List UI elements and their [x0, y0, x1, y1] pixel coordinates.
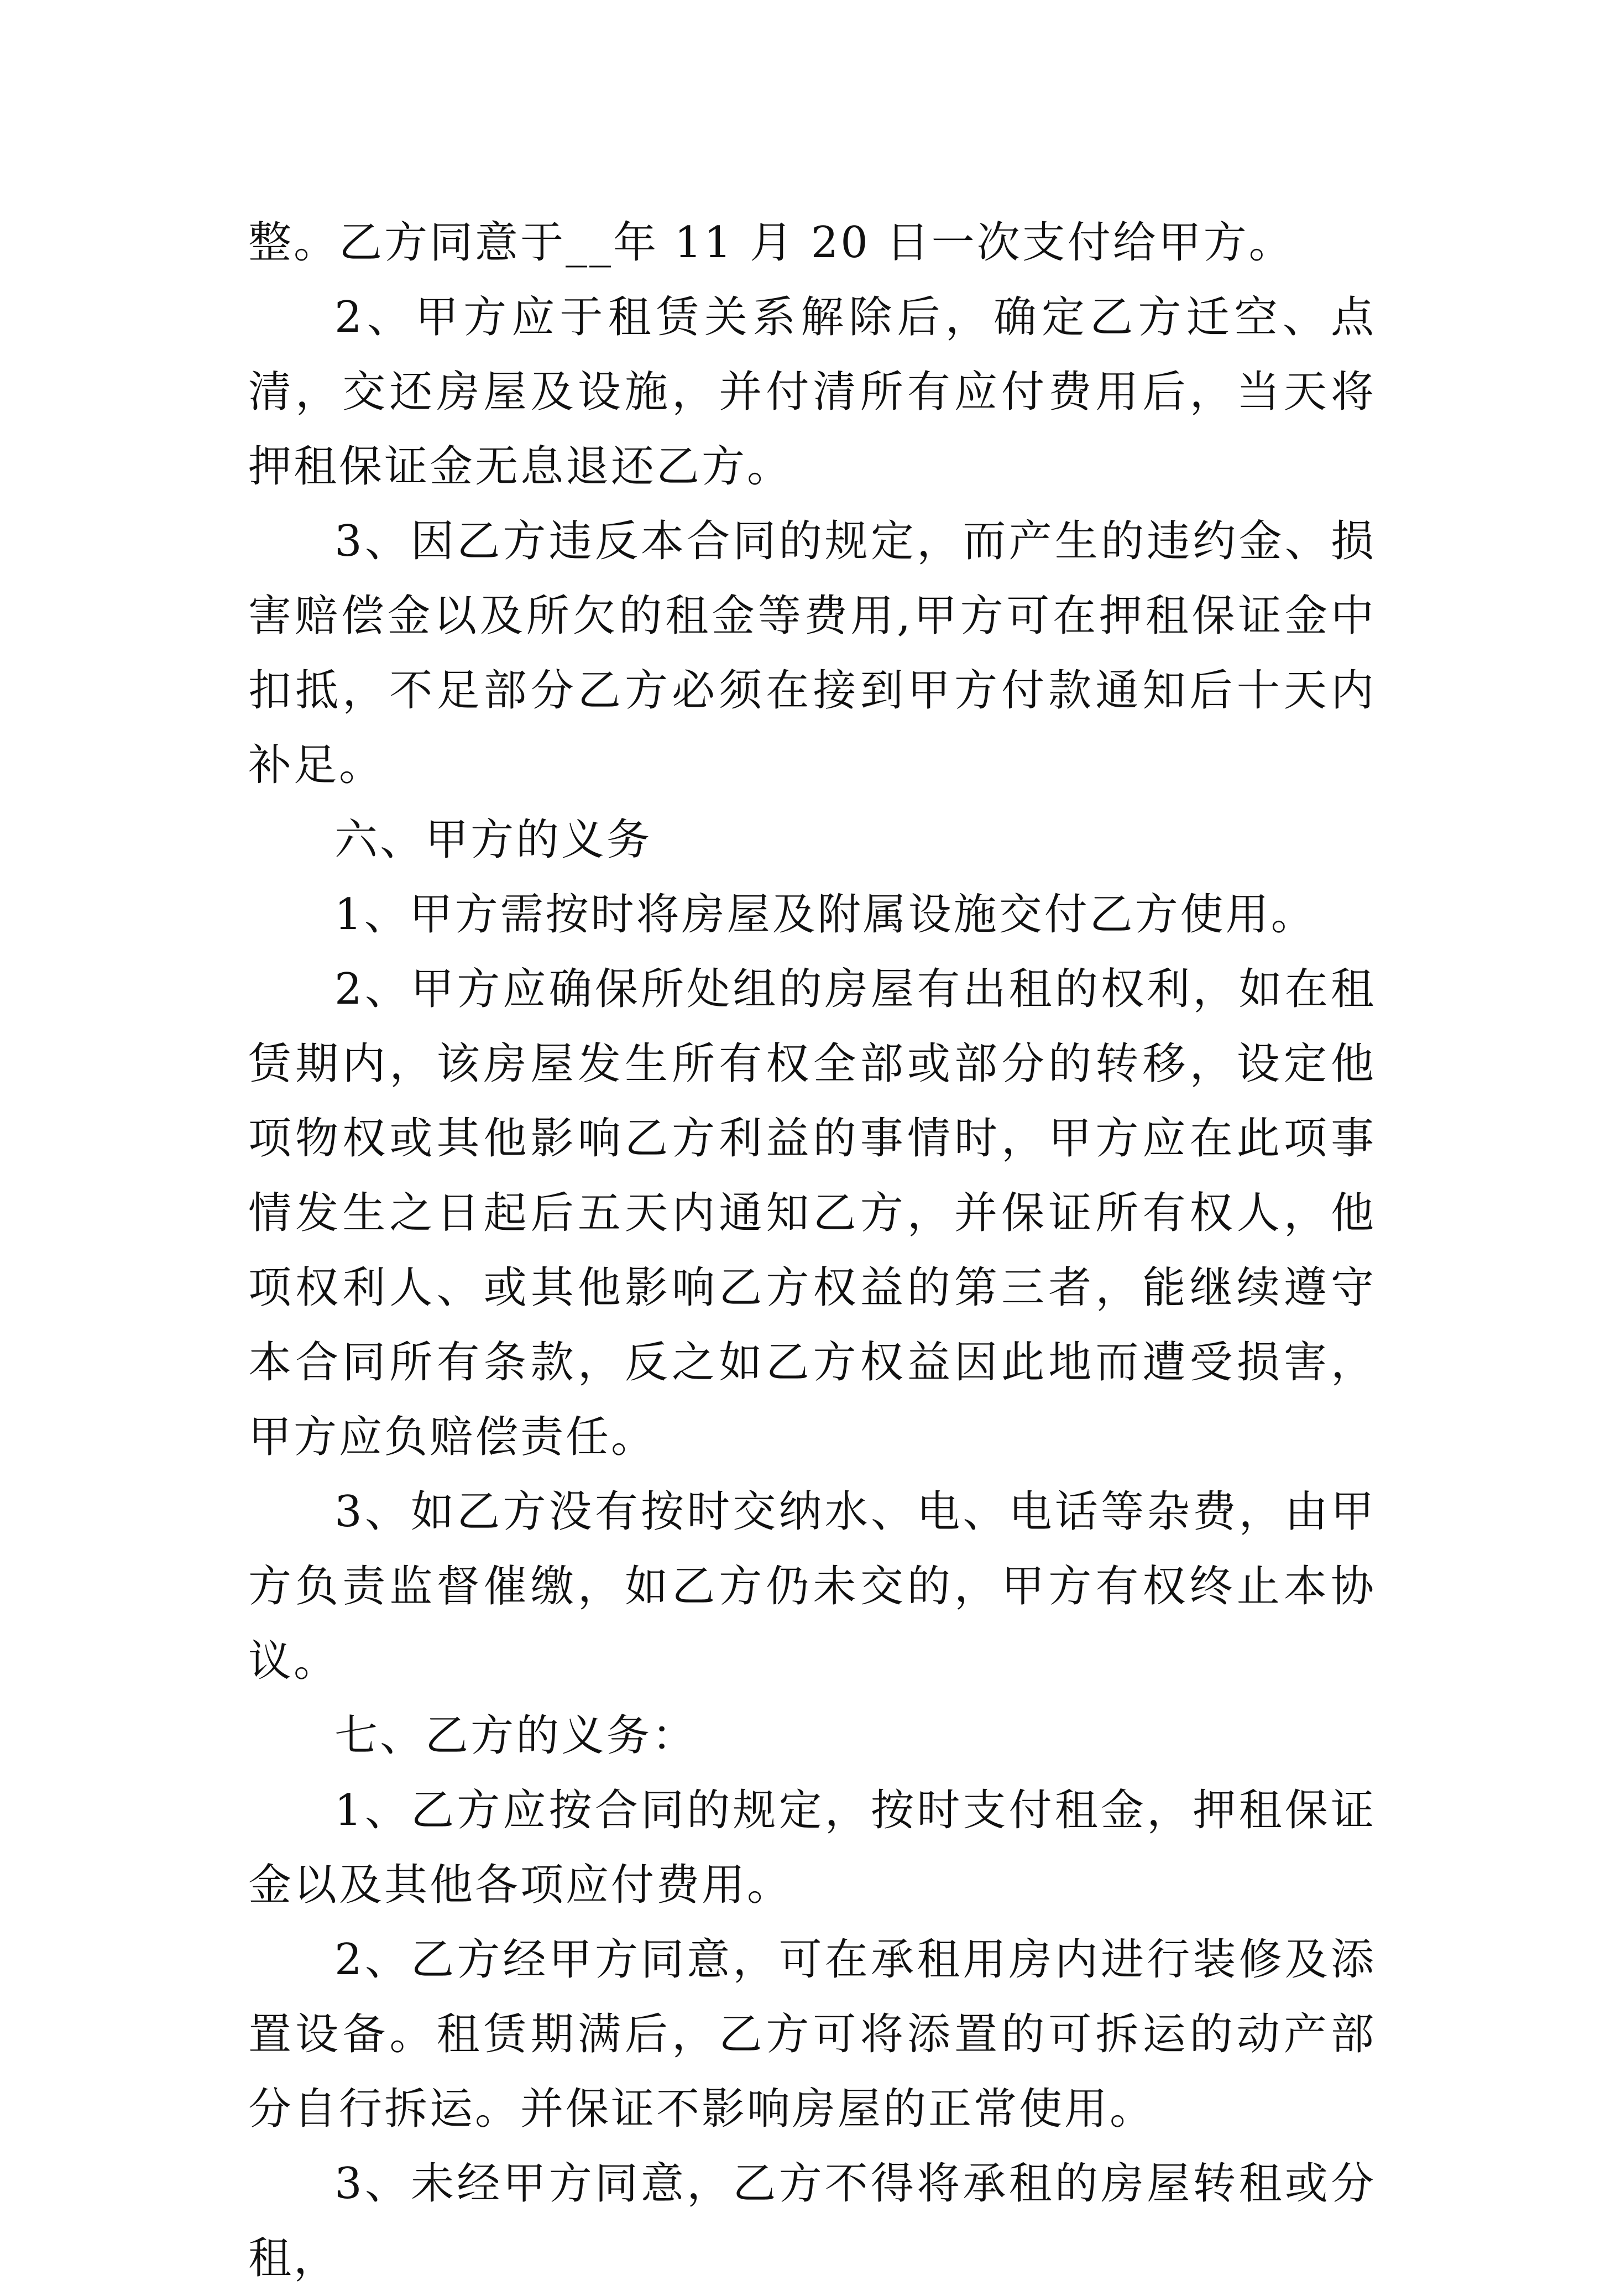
paragraph-party-a-obligation-1: 1、甲方需按时将房屋及附属设施交付乙方使用。: [334, 890, 1316, 940]
paragraph-deposit-deduction: 3、因乙方违反本合同的规定，而产生的违约金、损害赔偿金以及所欠的租金等费用,甲方可在押租保证金中扣抵，不足部分乙方必须在接到甲方付款通知后十天内补足。: [248, 516, 1376, 790]
paragraph-party-b-obligation-3: 3、未经甲方同意，乙方不得将承租的房屋转租或分租，: [248, 2159, 1376, 2283]
section-heading-party-a-obligations: 六、甲方的义务: [334, 815, 652, 865]
paragraph-party-a-obligation-3: 3、如乙方没有按时交纳水、电、电话等杂费，由甲方负责监督催缴，如乙方仍未交的，甲方有权终止本协议。: [248, 1487, 1376, 1686]
paragraph-party-a-obligation-2: 2、甲方应确保所处组的房屋有出租的权利，如在租赁期内，该房屋发生所有权全部或部分的转移，设定他项物权或其他影响乙方利益的事情时，甲方应在此项事情发生之日起后五天内通知乙方，并保证所有权人，他项权利人、或其他影响乙方权益的第三者，能继续遵守本合同所有条款，反之如乙方权益因此地而遭受损害，甲方应负赔偿责任。: [248, 964, 1376, 1462]
document-body: [248, 206, 1376, 2296]
paragraph-party-b-obligation-1: 1、乙方应按合同的规定，按时支付租金，押租保证金以及其他各项应付费用。: [248, 1786, 1376, 1910]
section-heading-party-b-obligations: 七、乙方的义务：: [334, 1711, 698, 1761]
paragraph-party-b-obligation-2: 2、乙方经甲方同意，可在承租用房内进行装修及添置设备。租赁期满后，乙方可将添置的可拆运的动产部分自行拆运。并保证不影响房屋的正常使用。: [248, 1935, 1376, 2134]
paragraph-payment-date: 整。乙方同意于__年 11 月 20 日一次支付给甲方。: [248, 218, 1294, 268]
paragraph-deposit-refund: 2、甲方应于租赁关系解除后，确定乙方迁空、点清，交还房屋及设施，并付清所有应付费用后，当天将押租保证金无息退还乙方。: [248, 293, 1376, 492]
